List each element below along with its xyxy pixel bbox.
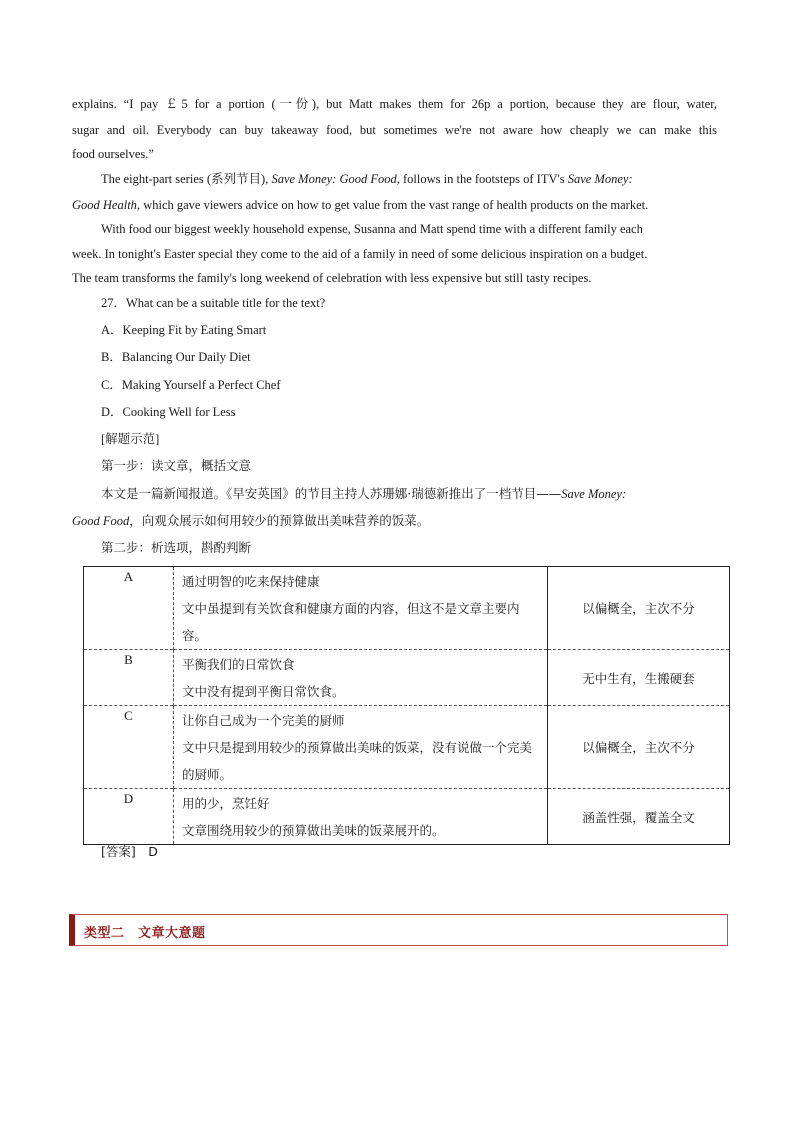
summary-line: 本文是一篇新闻报道。《早安英国》的节目主持人苏珊娜·瑞德新推出了一档节目——Save Money: — [101, 486, 627, 501]
passage-line: week. In tonight's Easter special they come to the aid of a family in need of some delicious inspiration on a budget. — [72, 247, 648, 261]
row-verdict: 以偏概全，主次不分 — [548, 567, 730, 650]
table-row — [84, 706, 730, 789]
summary-line: Good Food，向观众展示如何用较少的预算做出美味营养的饭菜。 — [72, 513, 430, 528]
option-c: C．Making Yourself a Perfect Chef — [101, 378, 281, 392]
option-b: B．Balancing Our Daily Diet — [101, 350, 251, 364]
question-stem: 27．What can be a suitable title for the text? — [101, 296, 326, 310]
row-title: 通过明智的吃来保持健康 — [182, 574, 320, 589]
row-body — [174, 567, 548, 650]
passage-line: Good Health, which gave viewers advice on how to get value from the vast range of health products on the market. — [72, 198, 649, 212]
table-row — [84, 789, 730, 845]
row-title: 平衡我们的日常饮食 — [182, 657, 295, 672]
option-d: D．Cooking Well for Less — [101, 405, 236, 419]
section-title: 类型二 文章大意题 — [84, 926, 206, 941]
solution-header: [解题示范] — [101, 432, 160, 446]
row-explanation: 文中虽提到有关饮食和健康方面的内容，但这不是文章主要内容。 — [182, 601, 520, 643]
step-two: 第二步：析选项，斟酌判断 — [101, 540, 252, 555]
row-title: 用的少，烹饪好 — [182, 796, 270, 811]
row-title: 让你自己成为一个完美的厨师 — [182, 713, 345, 728]
row-explanation: 文中没有提到平衡日常饮食。 — [182, 684, 345, 699]
row-body — [174, 650, 548, 706]
passage-line: The eight-part series (系列节目), Save Money: Good Food, follows in the footsteps of ITV's Save Money: — [101, 172, 633, 186]
row-body — [174, 789, 548, 845]
passage-line: explains. “I pay ￡5 for a portion (一份), but Matt makes them for 26p a portion, because they are flour, water, — [72, 97, 717, 111]
row-letter: D — [84, 789, 174, 845]
row-verdict: 以偏概全，主次不分 — [548, 706, 730, 789]
step-one: 第一步：读文章，概括文意 — [101, 458, 252, 473]
option-a: A．Keeping Fit by Eating Smart — [101, 323, 267, 337]
passage-line: food ourselves.” — [72, 147, 154, 161]
table-row — [84, 650, 730, 706]
row-letter: C — [84, 706, 174, 789]
passage-line: sugar and oil. Everybody can buy takeaway food, but sometimes we're not aware how cheaply we can make this — [72, 123, 717, 137]
row-verdict: 涵盖性强，覆盖全文 — [548, 789, 730, 845]
table-row — [84, 567, 730, 650]
row-letter: B — [84, 650, 174, 706]
passage-line: With food our biggest weekly household expense, Susanna and Matt spend time with a different family each — [101, 222, 643, 236]
option-analysis-table — [83, 566, 730, 845]
row-verdict: 无中生有，生搬硬套 — [548, 650, 730, 706]
row-letter: A — [123, 569, 134, 584]
row-explanation: 文中只是提到用较少的预算做出美味的饭菜，没有说做一个完美的厨师。 — [182, 740, 533, 782]
answer-line: [答案] D — [101, 844, 158, 859]
section-heading-bar — [69, 914, 728, 946]
row-body — [174, 706, 548, 789]
row-explanation: 文章围绕用较少的预算做出美味的饭菜展开的。 — [182, 823, 445, 838]
passage-line: The team transforms the family's long weekend of celebration with less expensive but still tasty recipes. — [72, 271, 592, 285]
